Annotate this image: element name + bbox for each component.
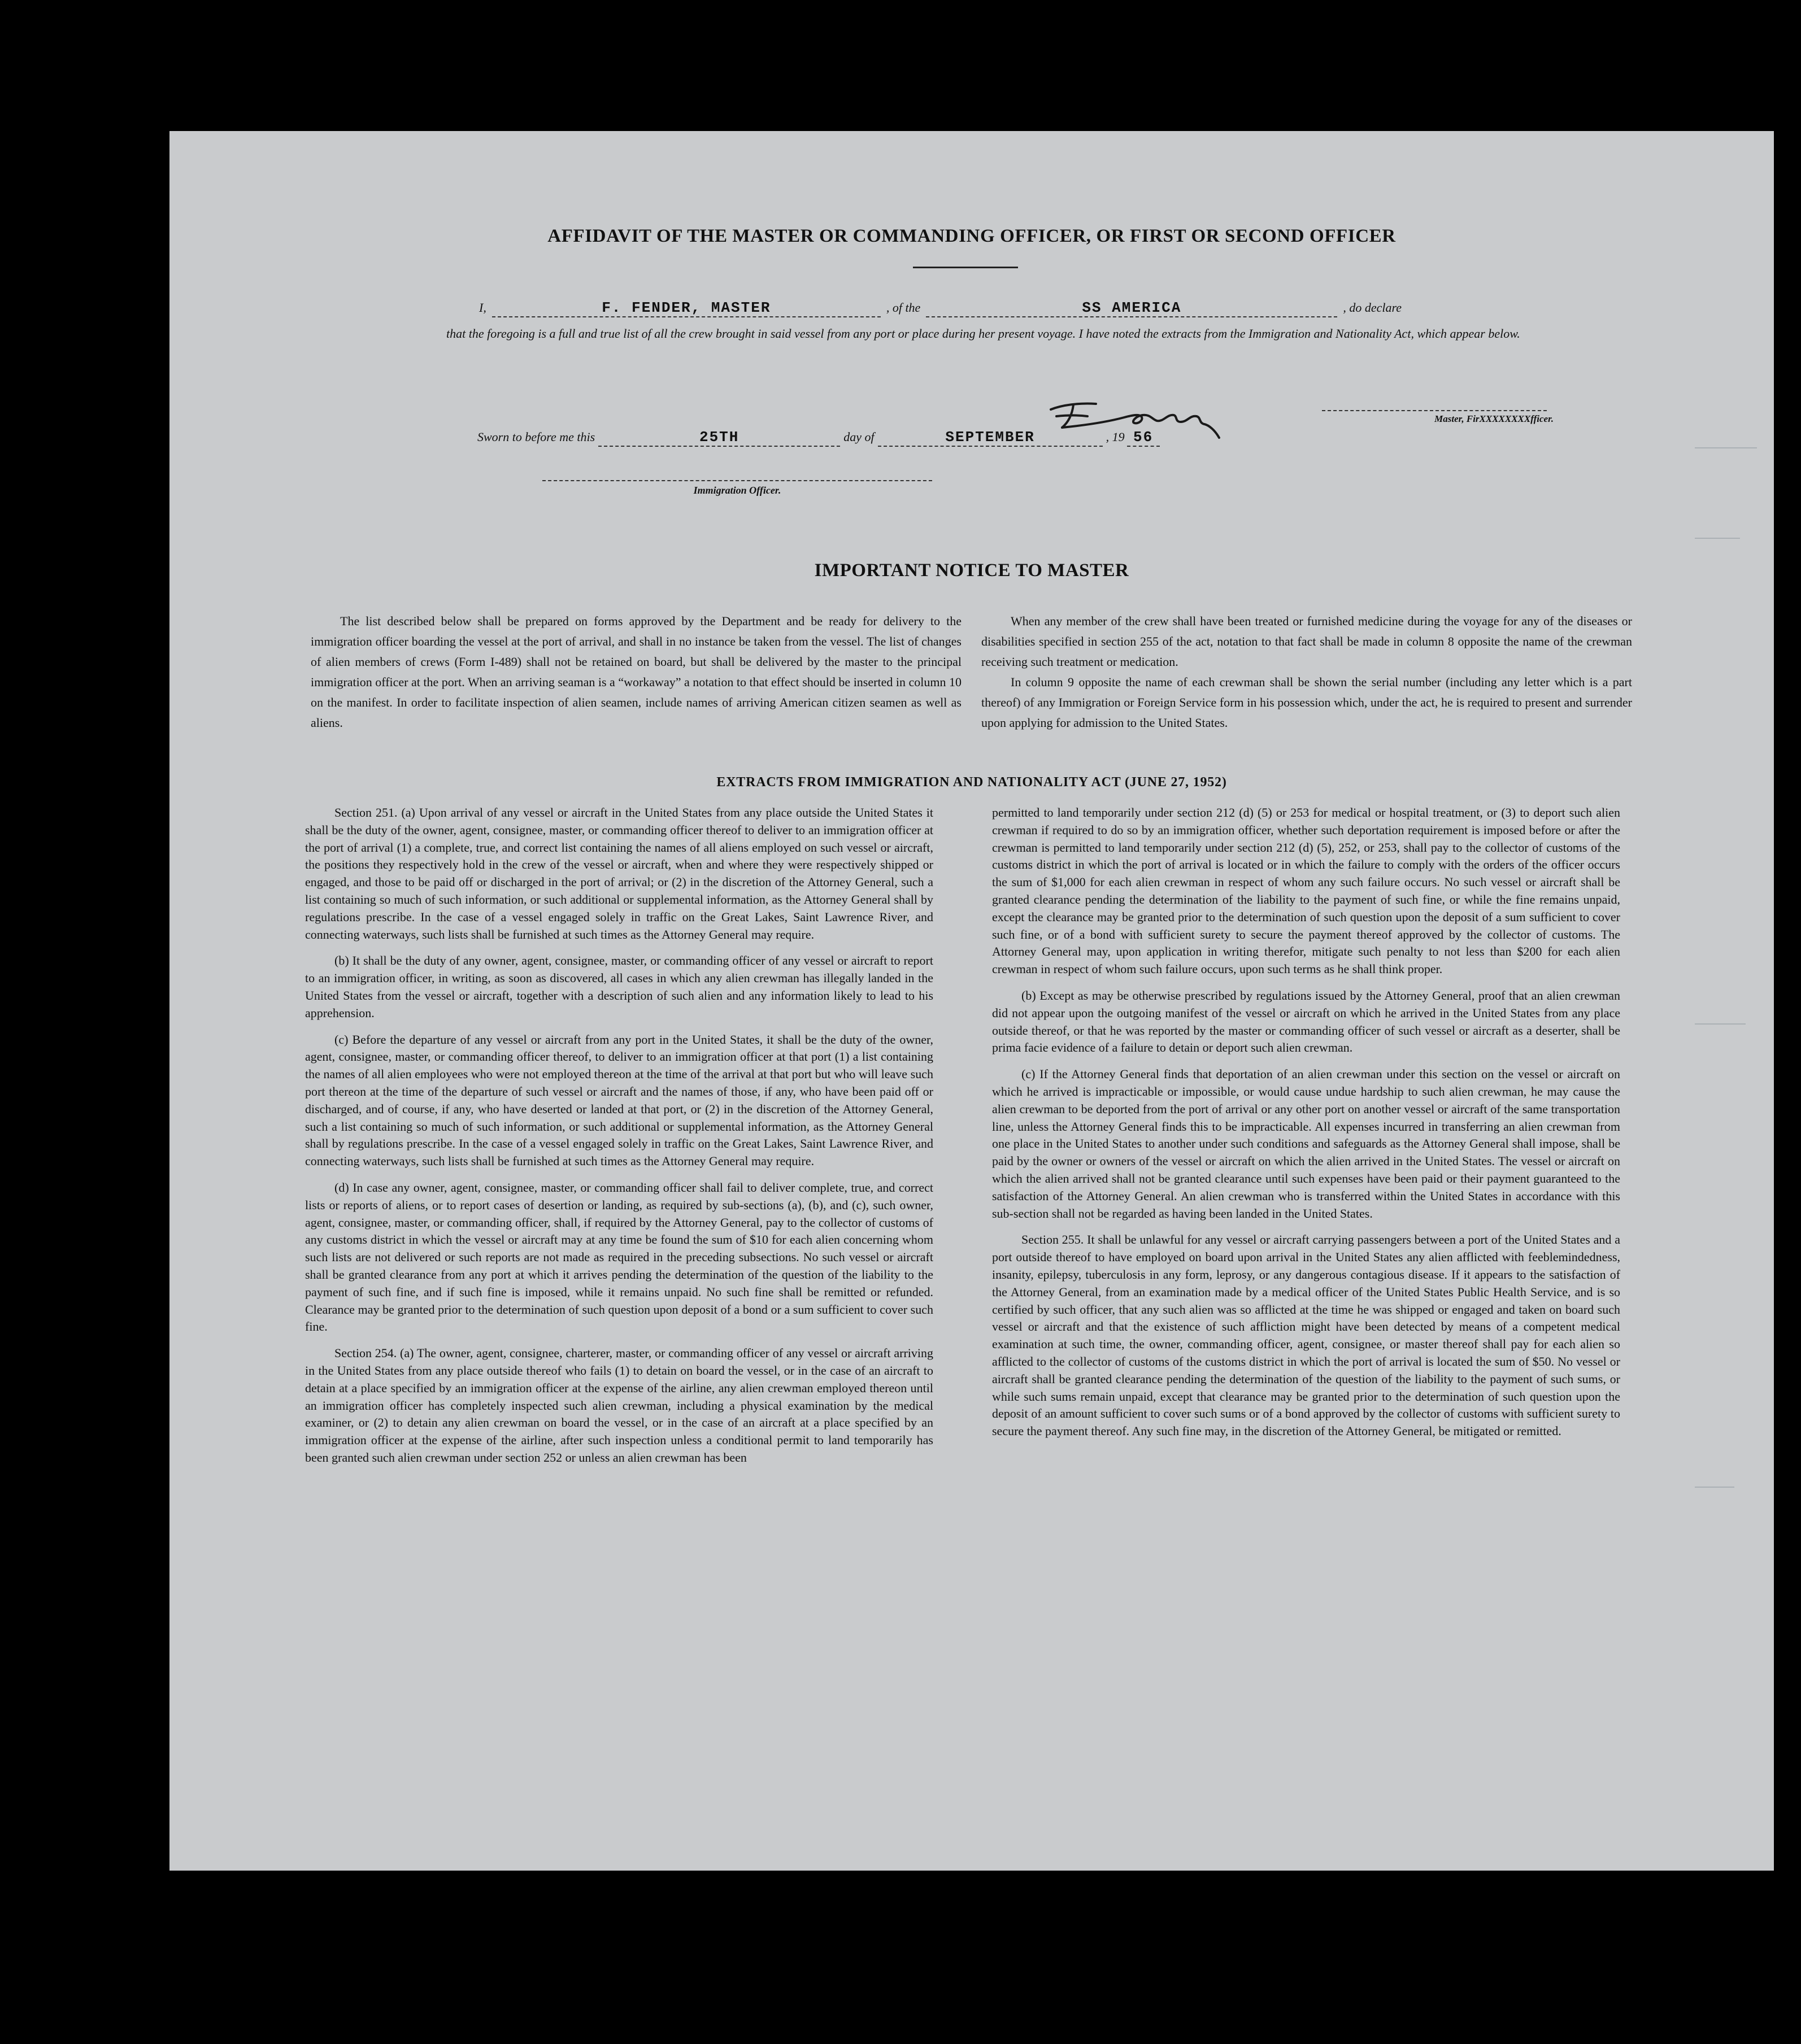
act-paragraph: (b) It shall be the duty of any owner, agent, consignee, master, or commanding officer of any vessel or aircraft to report to an immigration officer, in writing, as soon as discovered, all cases in which any alien crewman has illegally landed in the United States from the vessel or aircraft, together with a description of such alien and any information likely to lead to his apprehension. — [305, 953, 933, 1020]
sworn-day-field: 25TH — [598, 429, 840, 447]
notice-left-column — [311, 611, 962, 733]
act-paragraph: (c) Before the departure of any vessel or aircraft from any port in the United States, it shall be the duty of the owner, agent, consignee, master, or commanding officer thereof, to deliver to an immigration officer at that port (1) a list containing the names of all alien employees who were not employed thereon at the time of the arrival at that port but who will leave such port thereon at the time of the departure of such vessel or aircraft and the names of those, if any, who have been paid off or discharged, and of course, if any, who have deserted or landed at that port, or (2) in the discretion of the Attorney General, such a list containing so much of such information, or such additional or supplemental information, as the Attorney General shall by regulations prescribe. In the case of a vessel engaged solely in traffic on the Great Lakes, Saint Lawrence River, and connecting waterways, such lists shall be furnished at such times as the Attorney General may require. — [305, 1032, 933, 1169]
act-paragraph: Section 254. (a) The owner, agent, consignee, charterer, master, or commanding officer of any vessel or aircraft arriving in the United States from any place outside thereof who fails (1) to detain on board the vessel, or in the case of an aircraft to detain at a place specified by an immigration officer at the expense of the airline, any alien crewman employed thereon until an immigration officer has completely inspected such alien crewman, including a physical examination by the medical examiner, or (2) to detain any alien crewman on board the vessel, or in the case of an aircraft at a place specified by an immigration officer at the expense of the airline, after such inspection unless a conditional permit to land temporarily has been granted such alien crewman under section 252 or unless an alien crewman has been — [305, 1346, 933, 1465]
notice-title: IMPORTANT NOTICE TO MASTER — [814, 560, 1129, 581]
affidavit-title: AFFIDAVIT OF THE MASTER OR COMMANDING OFFICER, OR FIRST OR SECOND OFFICER — [547, 226, 1396, 246]
act-right-column — [992, 804, 1620, 1449]
master-name-field: F. FENDER, MASTER — [492, 299, 881, 317]
document-page — [169, 131, 1774, 1871]
notice-right-column — [981, 611, 1632, 733]
sworn-month-field: SEPTEMBER — [878, 429, 1103, 447]
notice-paragraph: When any member of the crew shall have been treated or furnished medicine during the voyage for any of the diseases or disabilities specified in section 255 of the act, notation to that fact shall be made in column 8 opposite the name of the crewman receiving such treatment or medication. — [981, 614, 1632, 669]
act-paragraph: (d) In case any owner, agent, consignee, master, or commanding officer shall fail to deliver complete, true, and correct lists or reports of aliens, or to report cases of desertion or landing, as required by sub-sections (a), (b), and (c), such owner, agent, consignee, master, or commanding officer, shall, if required by the Attorney General, pay to the collector of customs of any customs district in which the vessel or aircraft may at any time be found the sum of $10 for each alien concerning whom such lists are not delivered or such reports are not made as required in the preceding subsections. No such vessel or aircraft shall be granted clearance from any port at which it arrives pending the determination of the question of the liability to the payment of such fine, and if such fine is imposed, while it remains unpaid. No such fine shall be remitted or refunded. Clearance may be granted prior to the determination of such question upon deposit of a bond or a sum sufficient to cover such fine. — [305, 1180, 933, 1334]
act-paragraph: (c) If the Attorney General finds that deportation of an alien crewman under this section on the vessel or aircraft on which he arrived is impracticable or impossible, or would cause undue hardship to such alien crewman, he may cause the alien crewman to be deported from the port of arrival or any other port on another vessel or aircraft of the same transportation line, unless the Attorney General finds this to be impracticable. All expenses incurred in transferring an alien crewman from one place in the United States to another under such conditions and safeguards as the Attorney General shall impose, shall be paid by the owner or owners of the vessel or aircraft on which the alien arrived in the United States. The vessel or aircraft on which the alien arrived shall not be granted clearance until such expenses have been paid or their payment guaranteed to the satisfaction of the Attorney General. An alien crewman who is transferred within the United States in accordance with this sub-section shall not be regarded as having been landed in the United States. — [992, 1067, 1620, 1221]
extracts-title: EXTRACTS FROM IMMIGRATION AND NATIONALITY ACT (JUNE 27, 1952) — [716, 775, 1227, 790]
master-caption: Master, FirXXXXXXXXfficer. — [1434, 413, 1554, 424]
bleed-through-mark — [1695, 1023, 1746, 1025]
bleed-through-mark — [1695, 1487, 1734, 1488]
day-of-label: day of — [843, 430, 875, 444]
notice-paragraph: The list described below shall be prepared on forms approved by the Department and be ready for delivery to the immigration officer boarding the vessel at the port of arrival, and shall in no instance be taken from the vessel. The list of changes of alien members of crews (Form I-489) shall not be retained on board, but shall be delivered by the master to the principal immigration officer at the port. When an arriving seaman is a “workaway” a notation to that effect should be inserted in column 10 on the manifest. In order to facilitate inspection of alien seamen, include names of arriving American citizen seamen as well as aliens. — [311, 614, 962, 730]
do-declare-label: , do declare — [1343, 300, 1402, 315]
i-label: I, — [479, 300, 486, 315]
declaration-text: that the foregoing is a full and true list of all the crew brought in said vessel from any port or place during her present voyage. I have noted the extracts from the Immigration and Nationality Act, which appear below. — [446, 326, 1520, 341]
sworn-year-field: 56 — [1127, 429, 1160, 447]
bleed-through-mark — [1695, 538, 1740, 539]
year-prefix-label: , 19 — [1106, 430, 1125, 444]
immigration-officer-line — [542, 480, 932, 481]
bleed-through-mark — [1695, 447, 1757, 448]
declaration-line — [479, 299, 1547, 317]
sworn-label: Sworn to before me this — [477, 430, 595, 444]
of-the-label: , of the — [886, 300, 921, 315]
act-paragraph: permitted to land temporarily under section 212 (d) (5) or 253 for medical or hospital treatment, or (3) to deport such alien crewman if required to do so by an immigration officer, whether such deportation requirement is imposed before or after the crewman is permitted to land temporarily under section 212 (d) (5), 252, or 253, shall pay to the collector of customs of the customs district in which the port of arrival is located or in which the failure to comply with the orders of the officer occurs the sum of $1,000 for each alien crewman in respect of whom any such failure occurs. No such vessel or aircraft shall be granted clearance pending the determination of the liability to the payment of such fine, or while the fine remains unpaid, except the clearance may be granted prior to the determination of such question upon the deposit of a sum sufficient to cover such fine, or of a bond with sufficient surety to secure the payment thereof approved by the collector of customs. The Attorney General may, upon application in writing therefor, mitigate such penalty to not less than $200 for each alien crewman in respect of whom such failure occurs, upon such terms as he shall think proper. — [992, 805, 1620, 977]
immigration-officer-caption: Immigration Officer. — [693, 485, 781, 496]
signature-line — [1322, 410, 1547, 411]
sworn-line — [477, 429, 1212, 447]
act-paragraph: Section 255. It shall be unlawful for any vessel or aircraft carrying passengers between a port of the United States and a port outside thereof to have employed on board upon arrival in the United States any alien afflicted with feeblemindedness, insanity, epilepsy, tuberculosis in any form, leprosy, or any dangerous contagious disease. If it appears to the satisfaction of the Attorney General, from an examination made by a medical officer of the United States Public Health Service, and is so certified by such officer, that any such alien was so afflicted at the time he was shipped or engaged and taken on board such vessel or aircraft and that the existence of such affliction might have been detected by means of a competent medical examination at such time, the owner, commanding officer, agent, consignee, or master thereof shall pay for each alien so afflicted to the collector of customs of the customs district in which the port of arrival is located the sum of $50. No vessel or aircraft shall be granted clearance pending the determination of the question of the liability to the payment of such sums, or while such sums remain unpaid, except that clearance may be granted prior to the determination of such question upon the deposit of an amount sufficient to cover such sums or of a bond approved by the collector of customs with sufficient surety to secure the payment thereof. Any such fine may, in the discretion of the Attorney General, be mitigated or remitted. — [992, 1232, 1620, 1439]
notice-paragraph: In column 9 opposite the name of each crewman shall be shown the serial number (including any letter which is a part thereof) of any Immigration or Foreign Service form in his possession which, under the act, he is required to present and surrender upon applying for admission to the United States. — [981, 675, 1632, 730]
title-underline — [913, 267, 1018, 268]
act-paragraph: (b) Except as may be otherwise prescribed by regulations issued by the Attorney General, proof that an alien crewman did not appear upon the outgoing manifest of the vessel or aircraft on which he arrived in the United States from any place outside thereof, or that he was reported by the master or commanding officer of such vessel or aircraft as a deserter, shall be prima facie evidence of a failure to detain or deport such alien crewman. — [992, 988, 1620, 1055]
act-left-column — [305, 804, 933, 1476]
act-paragraph: Section 251. (a) Upon arrival of any vessel or aircraft in the United States from any place outside the United States it shall be the duty of the owner, agent, consignee, master, or commanding officer thereof to deliver to an immigration officer at the port of arrival (1) a complete, true, and correct list containing the names of all aliens employed on such vessel or aircraft, the positions they respectively hold in the crew of the vessel or aircraft, when and where they were respectively shipped or engaged, and those to be paid off or discharged in the port of arrival; or (2) in the discretion of the Attorney General, such a list containing so much of such information, or such additional or supplemental information, as the Attorney General shall by regulations prescribe. In the case of a vessel engaged solely in traffic on the Great Lakes, Saint Lawrence River, and connecting waterways, such lists shall be furnished at such times as the Attorney General may require. — [305, 805, 933, 942]
vessel-name-field: SS AMERICA — [926, 299, 1337, 317]
